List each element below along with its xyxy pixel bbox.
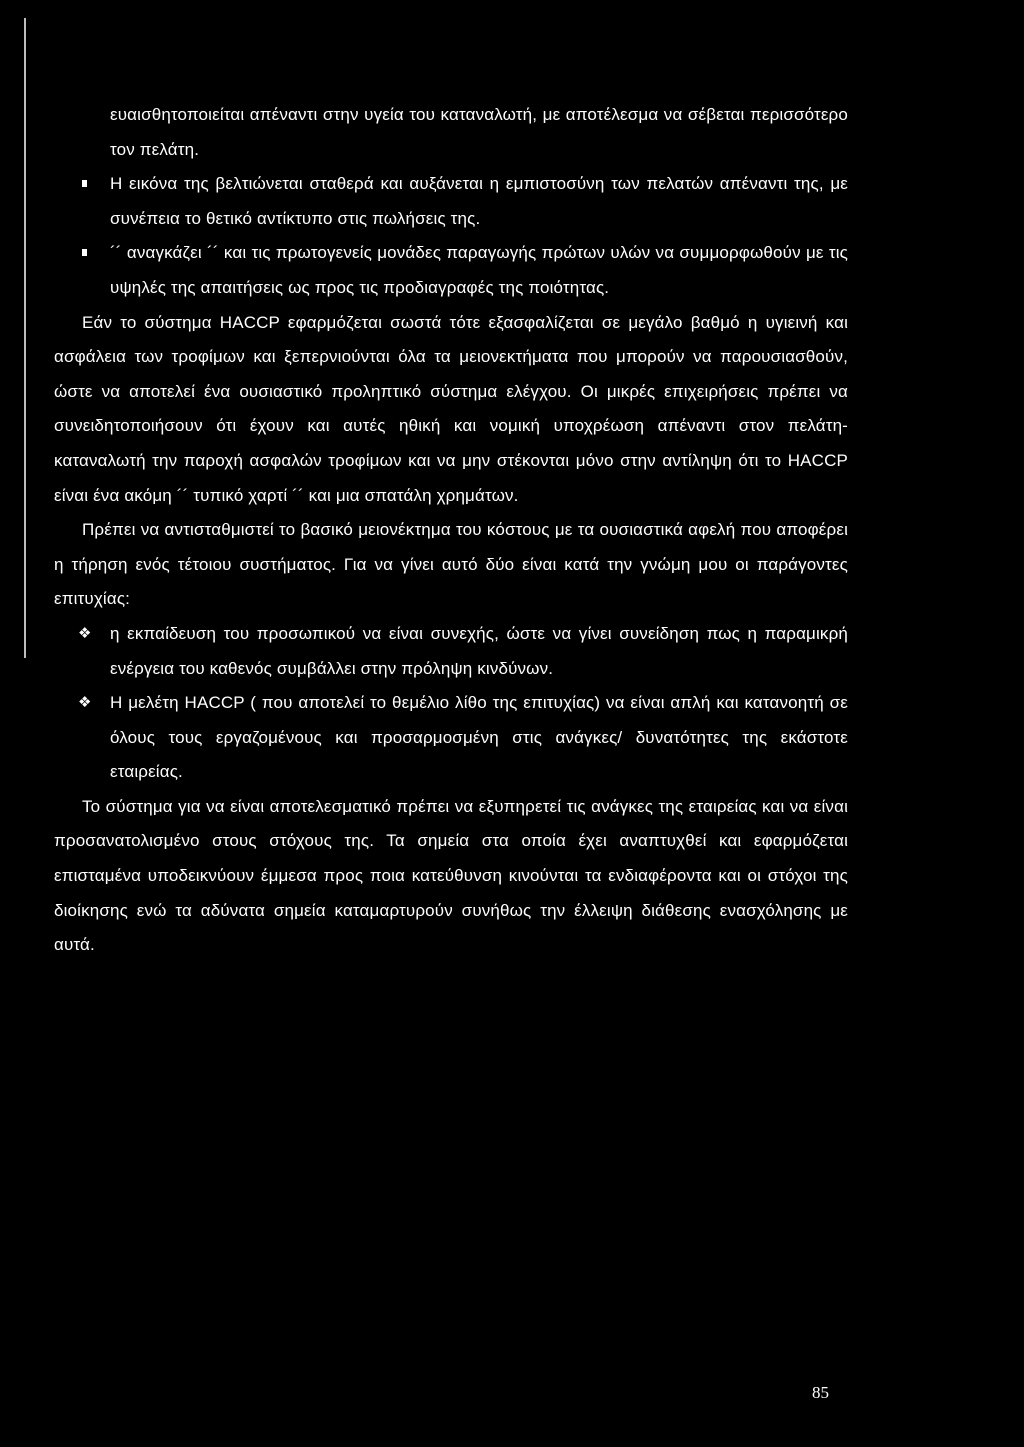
list-item-text: Η εικόνα της βελτιώνεται σταθερά και αυξάνεται η εμπιστοσύνη των πελατών απέναντι της, με συνέπεια το θετικό αντίκτυπο στις πωλήσεις της. [110,174,848,228]
benefits-list [54,98,848,306]
diamond-bullet-icon: ❖ [78,624,92,642]
page-number: 85 [812,1383,829,1402]
list-item-text: ευαισθητοποιείται απέναντι στην υγεία του καταναλωτή, με αποτέλεσμα να σέβεται περισσότερο τον πελάτη. [110,105,848,159]
square-bullet-icon [82,180,87,187]
diamond-bullet-icon: ❖ [78,694,92,712]
list-item-text: Η μελέτη HACCP ( που αποτελεί το θεμέλιο λίθο της επιτυχίας) να είναι απλή και κατανοητή σε όλους τους εργαζομένους και προσαρμοσμένη στις ανάγκες/ δυνατότητες της εκάστοτε εταιρείας. [110,693,848,782]
list-item [110,167,848,236]
list-item [78,686,848,790]
list-item [110,236,848,305]
success-factors-list [54,617,848,790]
list-item-continuation [110,98,848,167]
paragraph-success-factors-intro: Πρέπει να αντισταθμιστεί το βασικό μειονέκτημα του κόστους με τα ουσιαστικά αφελή που αποφέρει η τήρηση ενός τέτοιου συστήματος. Για να γίνει αυτό δύο είναι κατά την γνώμη μου οι παράγοντες επιτυχίας: [54,520,848,609]
list-item [78,617,848,686]
square-bullet-icon [82,249,87,256]
list-item-text: η εκπαίδευση του προσωπικού να είναι συνεχής, ώστε να γίνει συνείδηση πως η παραμικρή ενέργεια του καθενός συμβάλλει στην πρόληψη κινδύνων. [110,623,848,678]
paragraph-conclusion: Το σύστημα για να είναι αποτελεσματικό πρέπει να εξυπηρετεί τις ανάγκες της εταιρείας και να είναι προσανατολισμένο στους στόχους της. Τα σημεία στα οποία έχει αναπτυχθεί και εφαρμόζεται επισταμένα υποδεικνύουν έμμεσα προς ποια κατεύθυνση κινούνται τα ενδιαφέροντα και οι στόχοι της διοίκησης ενώ τα αδύνατα σημεία καταμαρτυρούν συνήθως την έλλειψη διάθεσης ενασχόλησης με αυτά. [54,796,848,955]
paragraph-haccp-benefits: Εάν το σύστημα HACCP εφαρμόζεται σωστά τότε εξασφαλίζεται σε μεγάλο βαθμό η υγιεινή και ασφάλεια των τροφίμων και ξεπερνιούνται όλα τα μειονεκτήματα που μπορούν να παρουσιασθούν, ώστε να αποτελεί ένα ουσιαστικό προληπτικό σύστημα ελέγχου. Οι μικρές επιχειρήσεις πρέπει να συνειδητοποιήσουν ότι έχουν και αυτές ηθική και νομική υποχρέωση απέναντι στον πελάτη- καταναλωτή την παροχή ασφαλών τροφίμων και να μην στέκονται μόνο στην αντίληψη ότι το HACCP είναι ένα ακόμη ´´ τυπικό χαρτί ´´ και μια σπατάλη χρημάτων. [54,312,848,505]
document-body [54,0,848,963]
scan-edge-line [24,18,26,658]
list-item-text: ´´ αναγκάζει ´´ και τις πρωτογενείς μονάδες παραγωγής πρώτων υλών να συμμορφωθούν με τις υψηλές της απαιτήσεις ως προς τις προδιαγραφές της ποιότητας. [110,243,848,297]
